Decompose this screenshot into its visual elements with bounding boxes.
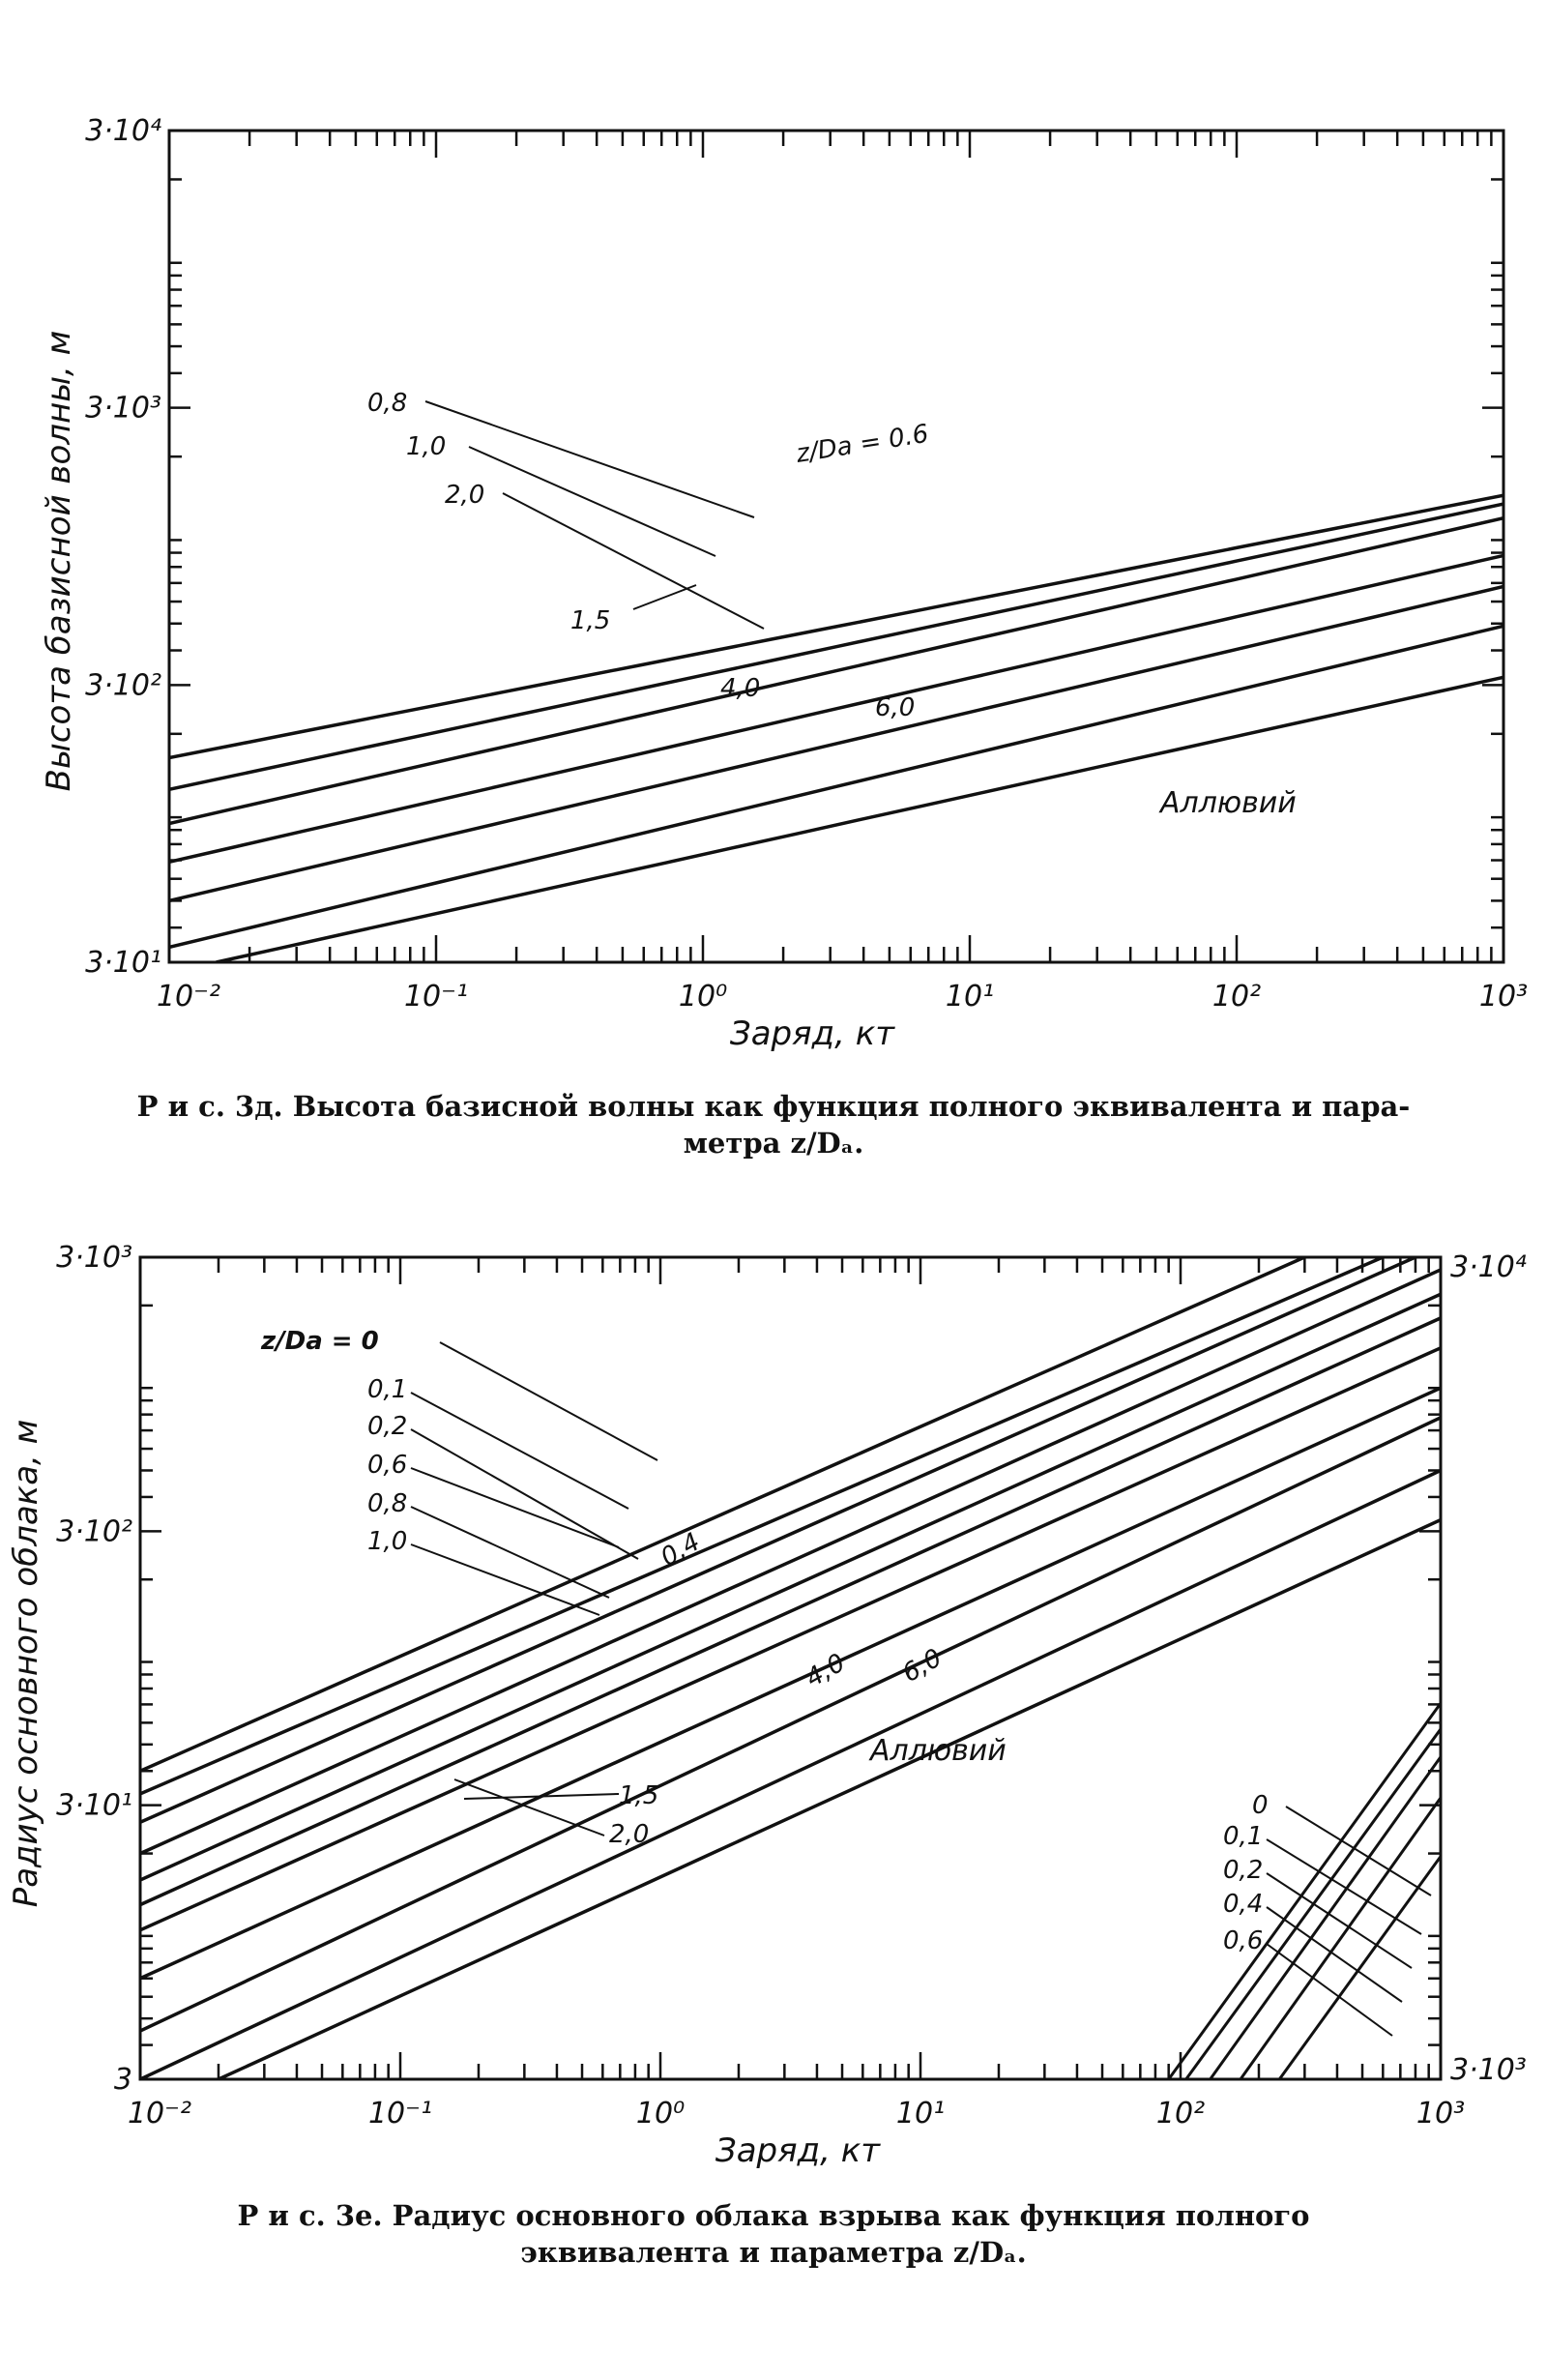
leader-line [411,1429,638,1559]
leader-line [411,1468,619,1547]
curve-label-left: z/Da = 0 [261,1327,379,1356]
curve-label-lower: 2,0 [609,1820,650,1849]
series-line [169,518,1503,824]
x-tick-label: 10⁻¹ [367,2097,433,2130]
y-axis-title: Радиус основного облака, м [7,1419,45,1908]
right-tick-label: 3·10⁴ [1450,1250,1527,1284]
figure-caption [0,2197,1547,2271]
label-leader-lines [425,401,764,629]
medium-label: Аллювий [870,1734,1007,1768]
x-tick-label: 10⁻¹ [403,980,469,1014]
caption-line: эквивалента и параметра z/Dₐ. [520,2236,1027,2269]
series-group [140,1257,1441,2079]
series-line [140,1294,1441,1880]
series-line [169,504,1503,789]
medium-label: Аллювий [1160,786,1297,820]
y-tick-label: 3·10¹ [85,946,161,980]
curve-label-left: 1,0 [406,432,447,461]
leader-line [1286,1807,1431,1895]
leader-line [1267,1839,1421,1934]
x-tick-label: 10³ [1416,2097,1466,2130]
series-line [169,626,1503,947]
x-tick-label: 10² [1211,980,1262,1014]
tick-labels [56,1241,1527,2130]
right-series-line [1279,1857,1441,2079]
leader-line [633,585,696,609]
leader-line [411,1507,609,1598]
y-tick-label: 3·10² [56,1514,132,1549]
x-tick-label: 10² [1155,2097,1206,2130]
figure-caption [0,1088,1547,1161]
leader-line [1267,1873,1412,1968]
chart-cloud-radius [7,1241,1527,2170]
series-line [217,677,1503,962]
leader-line [1267,1944,1392,2036]
curve-label-inline: 6,0 [875,693,916,722]
curve-label-lower: 1,5 [619,1781,659,1810]
right-group-label: 0,1 [1223,1822,1264,1851]
curve-label-left: 1,0 [367,1527,408,1556]
curve-label-top: z/Da = 0.6 [794,419,931,469]
x-tick-label: 10³ [1478,980,1529,1014]
y-tick-label: 3·10³ [85,391,161,426]
x-tick-label: 10⁻² [127,2097,192,2130]
series-line [169,495,1503,757]
y-tick-label: 3·10⁴ [85,114,161,148]
leader-line [440,1342,657,1460]
curve-label-left: 0,8 [367,1489,408,1518]
right-series-line [1169,1703,1441,2079]
curve-label-left: 2,0 [445,481,485,510]
curve-label-inline: 1,5 [570,606,611,635]
right-group-label: 0,2 [1223,1856,1264,1885]
curve-label-left: 0,1 [367,1375,408,1404]
caption-line: Р и с. 3д. Высота базисной волны как функция полного эквивалента и пара- [136,1090,1411,1123]
right-group-label: 0,4 [1223,1890,1264,1919]
caption-line: метра z/Dₐ. [683,1127,864,1160]
curve-label-inline: 6,0 [897,1643,948,1690]
x-tick-label: 10¹ [945,980,995,1014]
x-tick-label: 10⁰ [678,980,728,1014]
curve-label-left: 0,8 [367,389,408,418]
x-tick-label: 10¹ [895,2097,946,2130]
x-tick-label: 10⁰ [635,2097,686,2130]
right-group-label: 0 [1252,1791,1269,1820]
curve-label-inline: 0,4 [656,1527,706,1573]
curve-label-inline: 4,0 [801,1648,851,1694]
chart-wave-height [40,114,1528,1053]
curve-label-left: 0,6 [367,1451,408,1480]
right-tick-label: 3·10³ [1450,2053,1527,2087]
y-tick-label: 3 [113,2063,132,2097]
x-axis-title: Заряд, кт [729,1014,895,1053]
right-group-label: 0,6 [1223,1926,1264,1955]
series-line [169,587,1503,901]
curve-label-left: 0,2 [367,1412,408,1441]
curve-label-inline: 4,0 [720,674,761,703]
y-tick-label: 3·10¹ [56,1788,132,1823]
leader-line [1267,1907,1402,2002]
x-tick-label: 10⁻² [156,980,221,1014]
x-axis-title: Заряд, кт [715,2131,881,2170]
tick-labels [85,114,1528,1014]
series-line [169,555,1503,862]
caption-line: Р и с. 3е. Радиус основного облака взрыва как функция полного [237,2199,1310,2232]
y-tick-label: 3·10² [85,668,161,703]
series-group [169,495,1503,962]
y-tick-label: 3·10³ [56,1241,132,1275]
y-axis-title: Высота базисной волны, м [40,330,78,792]
